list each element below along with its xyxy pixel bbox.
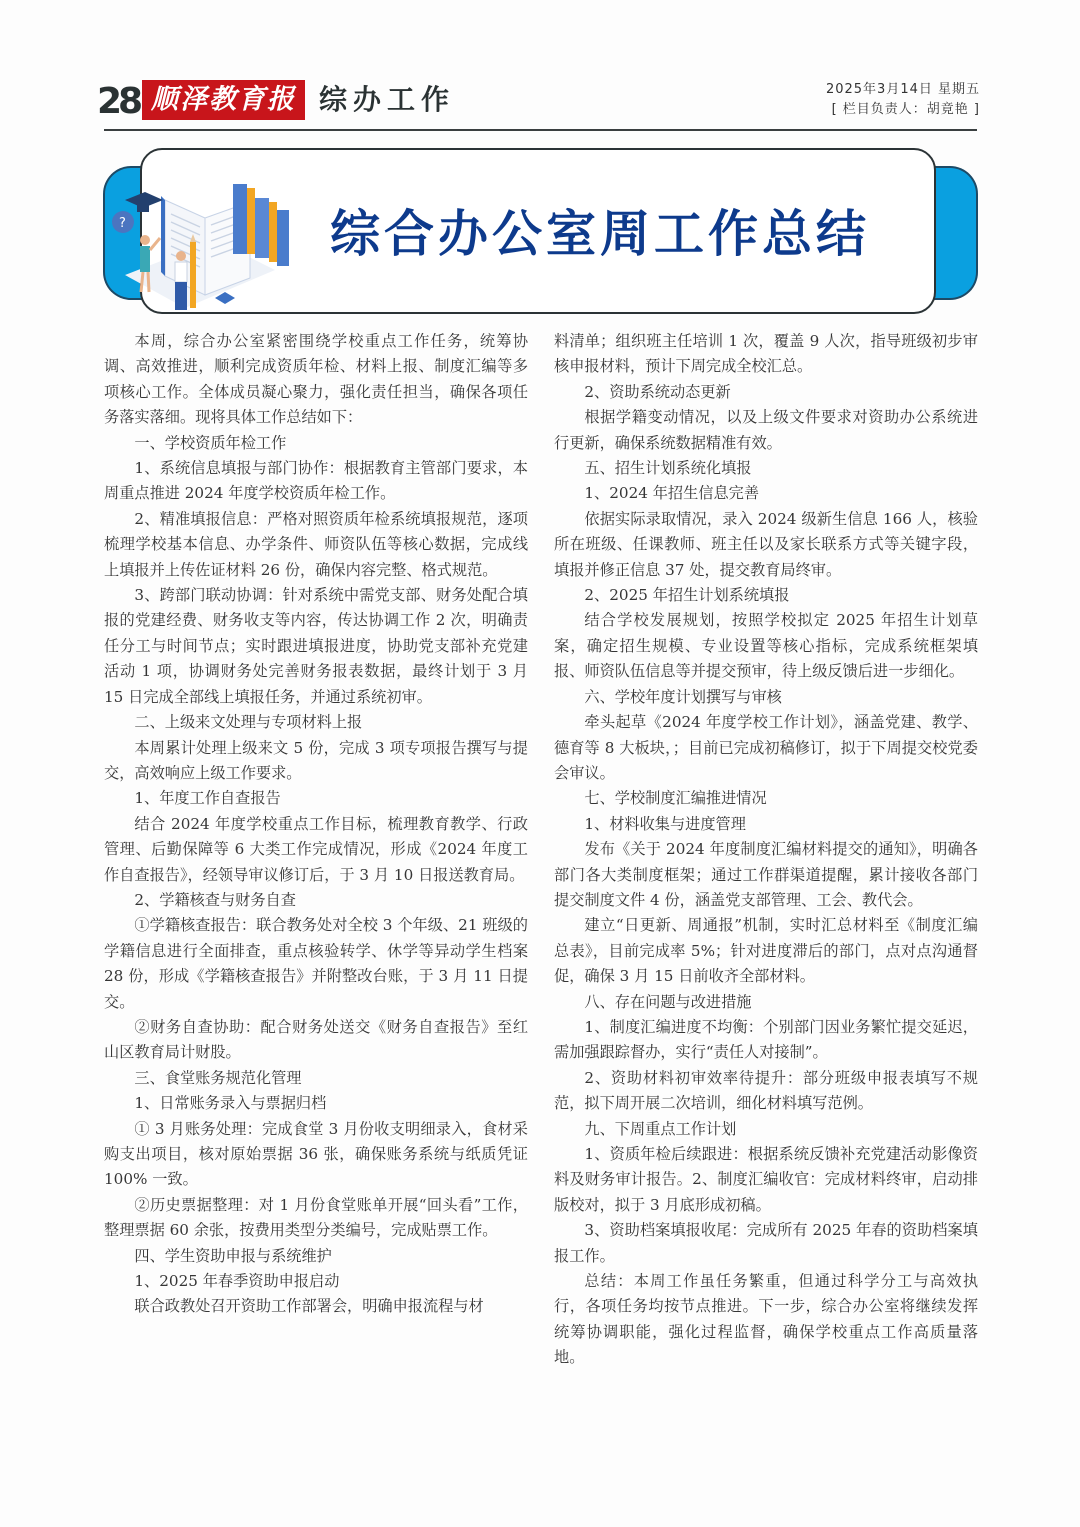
article-paragraph: 1、2025 年春季资助申报启动 <box>134 1272 340 1291</box>
article-paragraph: 联合政教处召开资助工作部署会，明确申报流程与材 <box>134 1297 484 1316</box>
section-title: 综办工作 <box>319 83 456 116</box>
article-paragraph: 结合学校发展规划，按照学校拟定 2025 年招生计划草案，确定招生规模、专业设置等核心指标，完成系统框架填报、师资队伍信息等并提交预审，待上级反馈后进一步细化。 <box>554 611 978 681</box>
article-paragraph: 牵头起草《2024 年度学校工作计划》，涵盖党建、教学、德育等 8 大板块，；目前已完成初稿修订，拟于下周提交校党委会审议。 <box>554 713 978 782</box>
article-paragraph: ②历史票据整理：对 1 月份食堂账单开展“回头看”工作，整理票据 60 余张，按费用类型分类编号，完成贴票工作。 <box>104 1195 528 1240</box>
article-paragraph: ① 3 月账务处理：完成食堂 3 月份收支明细录入，食材采购支出项目，核对原始票据 36 张，确保账务系统与纸质凭证 100% 一致。 <box>104 1119 528 1189</box>
article-paragraph: 一、学校资质年检工作 <box>134 433 287 452</box>
article-paragraph: 2、2025 年招生计划系统填报 <box>584 586 790 605</box>
article-paragraph: 五、招生计划系统化填报 <box>584 459 752 478</box>
education-books-illustration-icon <box>105 180 295 320</box>
article-paragraph: 1、2024 年招生信息完善 <box>584 484 760 503</box>
article-column-right <box>554 329 978 1371</box>
article-paragraph: 建立“日更新、周通报”机制，实时汇总材料至《制度汇编总表》，目前完成率 5%；针对进度滞后的部门，点对点沟通督促，确保 3 月 15 日前收齐全部材料。 <box>554 916 978 986</box>
article-paragraph: 结合 2024 年度学校重点工作目标，梳理教育教学、行政管理、后勤保障等 6 大类工作完成情况，形成《2024 年度工作自查报告》，经领导审议修订后，于 3 月 10 日报送教育局。 <box>104 814 528 884</box>
article-paragraph: 料清单；组织班主任培训 1 次，覆盖 9 人次，指导班级初步审核申报材料，预计下周完成全校汇总。 <box>554 332 978 376</box>
article-paragraph: 1、系统信息填报与部门协作：根据教育主管部门要求，本周重点推进 2024 年度学校资质年检工作。 <box>104 459 528 503</box>
issue-date: 2025年3月14日 星期五 <box>825 82 980 97</box>
article-paragraph: 七、学校制度汇编推进情况 <box>584 789 767 808</box>
article-paragraph: 本周，综合办公室紧密围绕学校重点工作任务，统筹协调、高效推进，顺利完成资质年检、材料上报、制度汇编等多项核心工作。全体成员凝心聚力，强化责任担当，确保各项任务落实落细。现将具体工作总结如下： <box>104 332 528 427</box>
article-paragraph: 六、学校年度计划撰写与审核 <box>584 687 782 706</box>
article-paragraph: ②财务自查协助：配合财务处送交《财务自查报告》至红山区教育局计财股。 <box>104 1017 528 1062</box>
article-paragraph: 三、食堂账务规范化管理 <box>134 1068 302 1087</box>
article-paragraph: 根据学籍变动情况，以及上级文件要求对资助办公系统进行更新，确保系统数据精准有效。 <box>554 408 978 452</box>
article-paragraph: 3、跨部门联动协调：针对系统中需党支部、财务处配合填报的党建经费、财务收支等内容，传达协调工作 2 次，明确责任分工与时间节点；实时跟进填报进度，协助党支部补充党建活动 1 项，协调财务处完善财务报表数据，最终计划于 3 月 15 日完成全部线上填报任务，并通过系统初审。 <box>104 586 528 706</box>
article-paragraph: 1、材料收集与进度管理 <box>584 814 746 833</box>
article-paragraph: 八、存在问题与改进措施 <box>584 992 752 1011</box>
article-column-left <box>104 329 528 1320</box>
svg-text:?: ? <box>119 216 126 231</box>
article-paragraph: 发布《关于 2024 年度制度汇编材料提交的通知》，明确各部门各大类制度框架；通过工作群渠道提醒，累计接收各部门提交制度文件 4 份，涵盖党支部管理、工会、教代会。 <box>554 840 978 909</box>
article-paragraph: 总结：本周工作虽任务繁重，但通过科学分工与高效执行，各项任务均按节点推进。下一步，综合办公室将继续发挥统筹协调职能，强化过程监督，确保学校重点工作高质量落地。 <box>554 1272 978 1367</box>
banner-title: 综合办公室周工作总结 <box>330 205 870 263</box>
article-paragraph: 1、制度汇编进度不均衡：个别部门因业务繁忙提交延迟，需加强跟踪督办，实行“责任人对接制”。 <box>554 1017 978 1062</box>
article-paragraph: 依据实际录取情况，录入 2024 级新生信息 166 人，核验所在班级、任课教师、班主任以及家长联系方式等关键字段，填报并修正信息 37 处，提交教育局终审。 <box>554 509 978 579</box>
page-number: 28 <box>97 81 140 122</box>
column-editor: [ 栏目负责人：胡竟艳 ] <box>831 102 980 117</box>
article-paragraph: 2、资助材料初审效率待提升：部分班级申报表填写不规范，拟下周开展二次培训，细化材料填写范例。 <box>554 1068 978 1113</box>
article-paragraph: 四、学生资助申报与系统维护 <box>134 1246 332 1265</box>
article-paragraph: 二、上级来文处理与专项材料上报 <box>134 713 363 732</box>
masthead <box>97 78 980 128</box>
article-paragraph: 3、资助档案填报收尾：完成所有 2025 年春的资助档案填报工作。 <box>554 1221 978 1265</box>
article-paragraph: 1、资质年检后续跟进：根据系统反馈补充党建活动影像资料及财务审计报告。2、制度汇编收官：完成材料终审，启动排版校对，拟于 3 月底形成初稿。 <box>554 1145 978 1214</box>
article-paragraph: 2、资助系统动态更新 <box>584 382 731 401</box>
article-paragraph: ①学籍核查报告：联合教务处对全校 3 个年级、21 班级的学籍信息进行全面排查，重点核验转学、休学等异动学生档案 28 份，形成《学籍核查报告》并附整改台账，于 3 月 11 日提交。 <box>104 916 528 1011</box>
newspaper-logo: 顺泽教育报 <box>142 80 305 120</box>
article-paragraph: 1、日常账务录入与票据归档 <box>134 1094 327 1113</box>
article-paragraph: 九、下周重点工作计划 <box>584 1119 737 1138</box>
header-divider <box>104 129 977 131</box>
article-paragraph: 2、精准填报信息：严格对照资质年检系统填报规范，逐项梳理学校基本信息、办学条件、师资队伍等核心数据，完成线上填报并上传佐证材料 26 份，确保内容完整、格式规范。 <box>104 509 528 579</box>
article-paragraph: 1、年度工作自查报告 <box>134 789 281 808</box>
article-paragraph: 本周累计处理上级来文 5 份，完成 3 项专项报告撰写与提交，高效响应上级工作要求。 <box>104 738 528 782</box>
article-paragraph: 2、学籍核查与财务自查 <box>134 890 296 909</box>
